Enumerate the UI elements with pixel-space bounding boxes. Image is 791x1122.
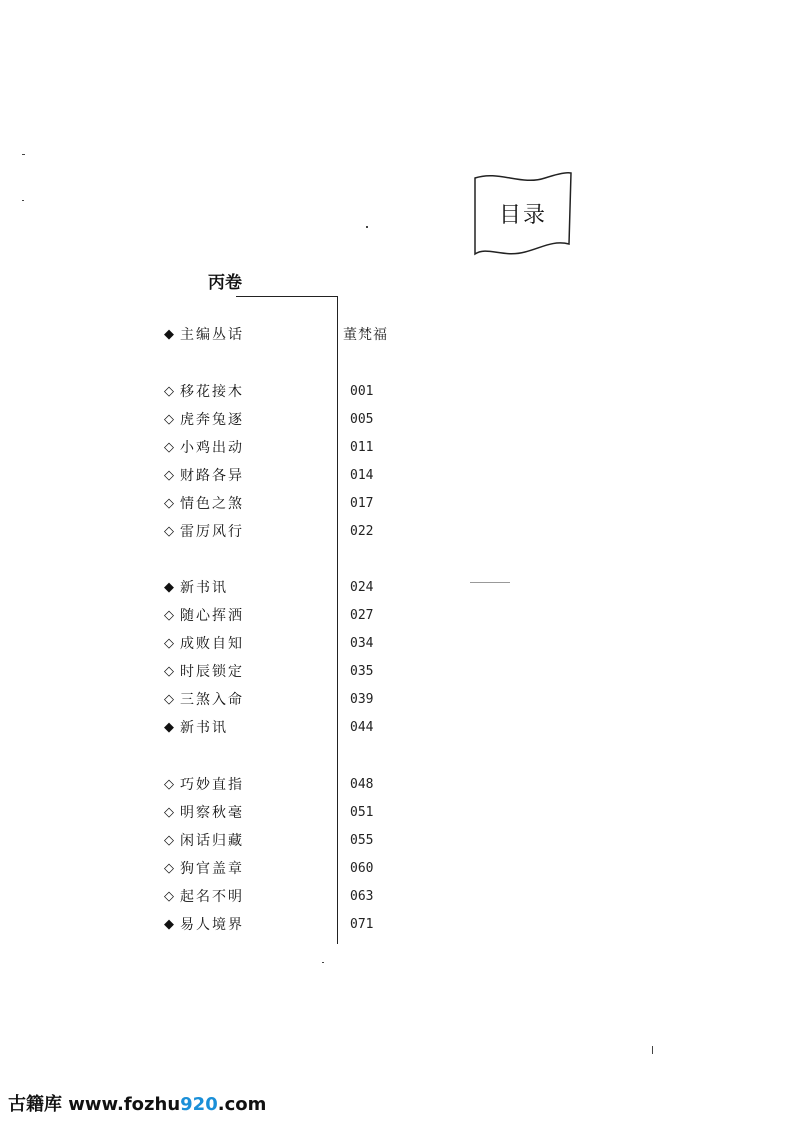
entry-page: 071 xyxy=(350,917,374,932)
entry-title: 新书讯 xyxy=(180,720,228,736)
toc-entry[interactable] xyxy=(164,607,424,627)
entry-title: 起名不明 xyxy=(180,889,244,905)
entry-author: 董梵福 xyxy=(343,327,388,343)
entry-title: 狗官盖章 xyxy=(180,861,244,877)
toc-entry[interactable] xyxy=(164,832,424,852)
toc-entry[interactable] xyxy=(164,326,424,346)
filled-diamond-icon: ◆ xyxy=(164,720,174,735)
entry-title: 移花接木 xyxy=(180,384,244,400)
entry-title: 三煞入命 xyxy=(180,692,244,708)
entry-page: 001 xyxy=(350,384,374,399)
source-watermark xyxy=(8,1090,266,1116)
entry-title: 雷厉风行 xyxy=(180,524,244,540)
toc-entry[interactable] xyxy=(164,691,424,711)
entry-title: 随心挥洒 xyxy=(180,608,244,624)
entry-page: 011 xyxy=(350,440,374,455)
hollow-diamond-icon: ◇ xyxy=(164,496,174,511)
entry-page: 063 xyxy=(350,889,374,904)
scan-speck xyxy=(322,962,324,963)
entry-page: 044 xyxy=(350,720,374,735)
toc-entry[interactable] xyxy=(164,860,424,880)
entry-title: 主编丛话 xyxy=(180,327,244,343)
hollow-diamond-icon: ◇ xyxy=(164,889,174,904)
scan-speck xyxy=(22,154,25,155)
entry-page: 048 xyxy=(350,777,374,792)
hollow-diamond-icon: ◇ xyxy=(164,833,174,848)
hollow-diamond-icon: ◇ xyxy=(164,440,174,455)
hollow-diamond-icon: ◇ xyxy=(164,692,174,707)
entry-page: 024 xyxy=(350,580,374,595)
watermark-tld: .com xyxy=(217,1094,267,1115)
entry-title: 明察秋毫 xyxy=(180,805,244,821)
scan-speck xyxy=(652,1046,653,1054)
toc-entry[interactable] xyxy=(164,635,424,655)
entry-title: 成败自知 xyxy=(180,636,244,652)
scan-speck xyxy=(22,200,24,201)
entry-title: 易人境界 xyxy=(180,917,244,933)
entry-page: 035 xyxy=(350,664,374,679)
toc-entry[interactable] xyxy=(164,719,424,739)
entry-title: 小鸡出动 xyxy=(180,440,244,456)
entry-page: 027 xyxy=(350,608,374,623)
hollow-diamond-icon: ◇ xyxy=(164,608,174,623)
toc-entry[interactable] xyxy=(164,916,424,936)
hollow-diamond-icon: ◇ xyxy=(164,664,174,679)
entry-title: 虎奔兔逐 xyxy=(180,412,244,428)
entry-title: 闲话归藏 xyxy=(180,833,244,849)
volume-title: 丙卷 xyxy=(208,273,242,293)
watermark-site: 古籍库 www.fozhu xyxy=(8,1094,181,1115)
hollow-diamond-icon: ◇ xyxy=(164,384,174,399)
hollow-diamond-icon: ◇ xyxy=(164,777,174,792)
toc-entry[interactable] xyxy=(164,411,424,431)
toc-entry[interactable] xyxy=(164,439,424,459)
scan-speck xyxy=(470,582,510,583)
entry-page: 051 xyxy=(350,805,374,820)
toc-entry[interactable] xyxy=(164,495,424,515)
filled-diamond-icon: ◆ xyxy=(164,917,174,932)
entry-page: 060 xyxy=(350,861,374,876)
filled-diamond-icon: ◆ xyxy=(164,327,174,342)
entry-page: 034 xyxy=(350,636,374,651)
entry-title: 巧妙直指 xyxy=(180,777,244,793)
entry-page: 005 xyxy=(350,412,374,427)
toc-title: 目录 xyxy=(498,203,547,228)
toc-entry[interactable] xyxy=(164,579,424,599)
entry-page: 022 xyxy=(350,524,374,539)
hollow-diamond-icon: ◇ xyxy=(164,805,174,820)
toc-entry[interactable] xyxy=(164,663,424,683)
filled-diamond-icon: ◆ xyxy=(164,580,174,595)
hollow-diamond-icon: ◇ xyxy=(164,412,174,427)
entry-page: 055 xyxy=(350,833,374,848)
hollow-diamond-icon: ◇ xyxy=(164,861,174,876)
entry-title: 时辰锁定 xyxy=(180,664,244,680)
scan-speck xyxy=(366,226,368,228)
hollow-diamond-icon: ◇ xyxy=(164,468,174,483)
horizontal-rule xyxy=(236,296,338,297)
hollow-diamond-icon: ◇ xyxy=(164,636,174,651)
toc-entry[interactable] xyxy=(164,523,424,543)
hollow-diamond-icon: ◇ xyxy=(164,524,174,539)
entry-page: 014 xyxy=(350,468,374,483)
entry-page: 017 xyxy=(350,496,374,511)
toc-entry[interactable] xyxy=(164,383,424,403)
entry-page: 039 xyxy=(350,692,374,707)
toc-entry[interactable] xyxy=(164,467,424,487)
toc-banner xyxy=(471,168,575,260)
entry-title: 情色之煞 xyxy=(180,496,244,512)
toc-entry[interactable] xyxy=(164,776,424,796)
entry-title: 新书讯 xyxy=(180,580,228,596)
toc-entry[interactable] xyxy=(164,804,424,824)
entry-title: 财路各异 xyxy=(180,468,244,484)
toc-entry[interactable] xyxy=(164,888,424,908)
watermark-number: 920 xyxy=(180,1094,218,1115)
